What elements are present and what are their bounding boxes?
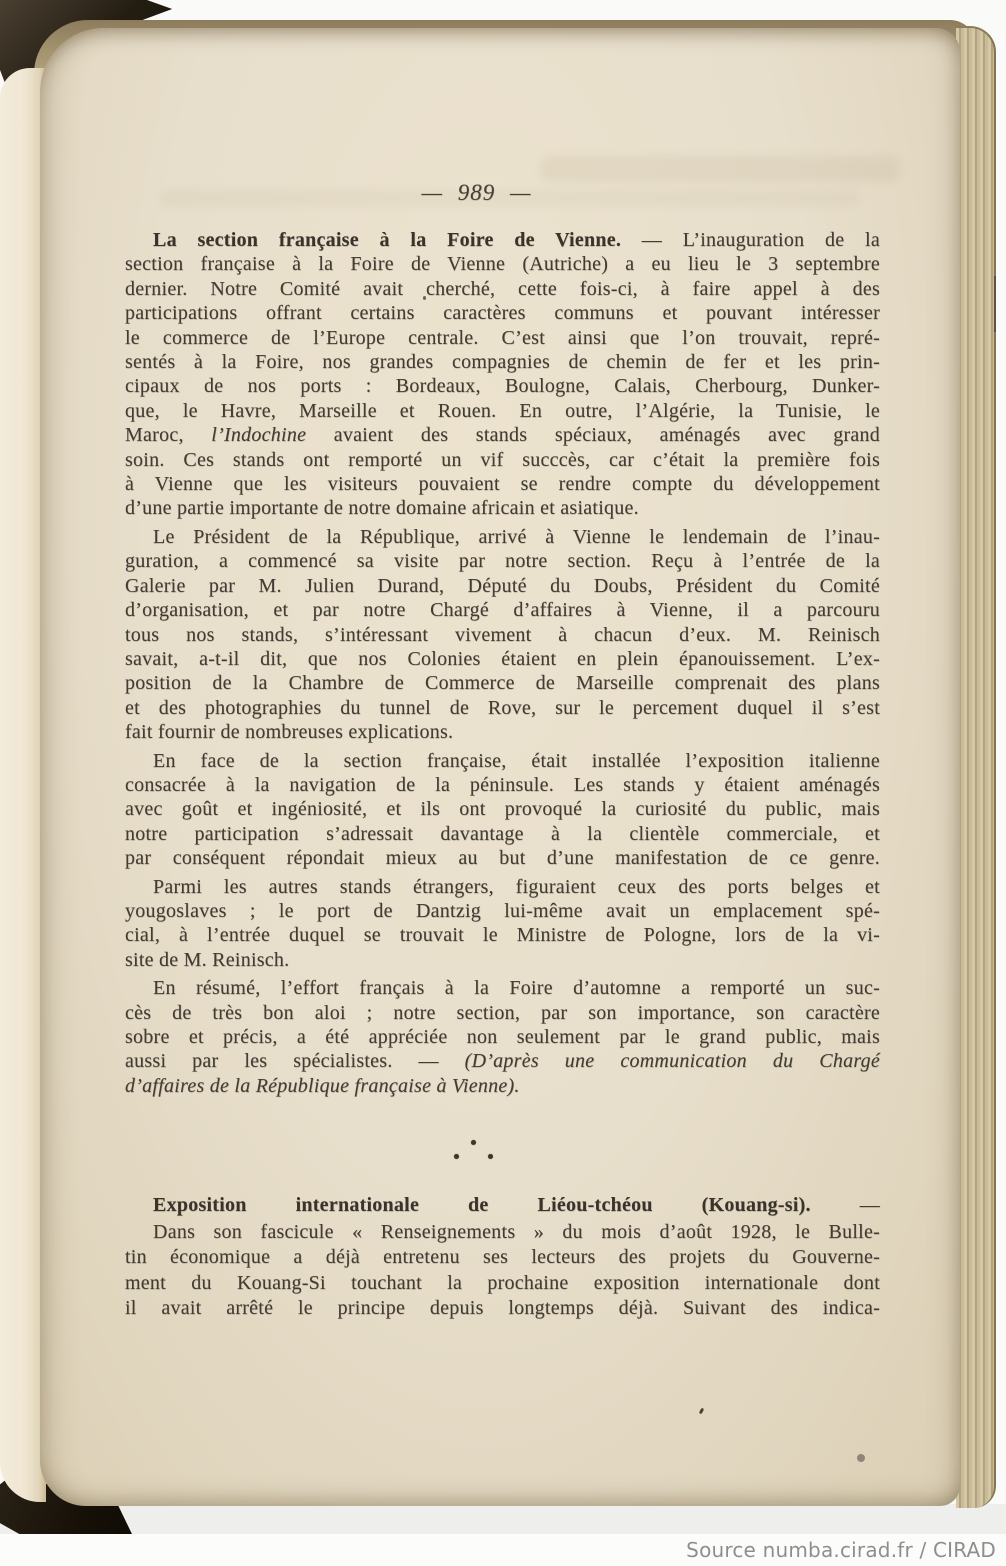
text-segment: consacrée à la navigation de la péninsule. Les stands y étaient aménagés — [125, 773, 880, 796]
text-line — [125, 472, 880, 496]
text-segment: cial, à l’entrée duquel se trouvait le Ministre de Pologne, lors de la vi- — [125, 924, 880, 947]
text-line — [125, 423, 880, 447]
text-segment: et des photographies du tunnel de Rove, sur le percement duquel il s’est — [125, 696, 880, 719]
text-line — [125, 797, 880, 821]
paragraph — [125, 875, 880, 973]
text-line — [125, 696, 880, 720]
watermark-bar — [0, 1534, 1006, 1566]
edge-mark — [994, 276, 996, 332]
text-segment: (D’après une communication du Chargé — [464, 1050, 880, 1073]
text-segment: par conséquent répondait mieux au but d’une manifestation de ce genre. — [125, 847, 880, 870]
text-segment: Dans son fascicule « Renseignements » du mois d’août 1928, le Bulle- — [153, 1221, 880, 1244]
text-line — [125, 496, 880, 520]
text-segment: yougoslaves ; le port de Dantzig lui-même avait un emplacement spé- — [125, 899, 880, 922]
text-line — [125, 875, 880, 899]
paragraph — [125, 525, 880, 745]
text-line — [125, 1193, 880, 1218]
text-segment: tin économique a déjà entretenu ses lecteurs des projets du Gouverne- — [125, 1246, 880, 1269]
paragraph — [125, 228, 880, 521]
text-segment: sobre et précis, a été appréciée non seulement par le grand public, mais — [125, 1026, 880, 1048]
text-segment: Exposition internationale de Liéou-tchéou (Kouang-si). — [153, 1194, 811, 1216]
text-segment: fait fournir de nombreuses explications. — [125, 721, 454, 744]
text-segment: participations offrant certains caractères communs et pouvant intéresser — [125, 302, 880, 325]
text-segment: La section française à la Foire de Vienne. — [153, 229, 622, 251]
text-line — [125, 1074, 880, 1098]
text-segment: — — [810, 1194, 880, 1216]
text-line — [125, 1296, 880, 1321]
text-line — [125, 1025, 880, 1049]
text-segment: tous nos stands, s’intéressant vivement à chacun d’eux. M. Reinisch — [125, 623, 880, 646]
text-line — [125, 923, 880, 947]
text-segment: Maroc, — [125, 424, 212, 447]
paper-speck — [699, 1408, 704, 1415]
divider-dot — [488, 1154, 493, 1159]
text-segment: que, le Havre, Marseille et Rouen. En outre, l’Algérie, la Tunisie, le — [125, 399, 880, 422]
watermark-credit: Source numba.cirad.fr / CIRAD — [686, 1538, 996, 1562]
text-line — [125, 647, 880, 671]
text-segment: d’une partie importante de notre domaine africain et asiatique. — [125, 497, 639, 520]
text-segment: à Vienne que les visiteurs pouvaient se rendre compte du développement — [125, 473, 880, 496]
text-line — [125, 399, 880, 423]
paper-speck — [857, 1454, 865, 1462]
text-segment: d’organisation, et par notre Chargé d’affaires à Vienne, il a parcouru — [125, 599, 880, 622]
book-page — [40, 28, 960, 1506]
text-line — [125, 749, 880, 773]
text-segment: dernier. Notre Comité avait cherché, cette fois-ci, à faire appel à des — [125, 277, 880, 300]
text-line — [125, 671, 880, 695]
text-segment: avec goût et ingéniosité, et ils ont provoqué la curiosité du public, mais — [125, 798, 880, 821]
text-line — [125, 598, 880, 622]
text-segment: sentés à la Foire, nos grandes compagnies de chemin de fer et les prin- — [125, 351, 880, 374]
page-number: — 989 — — [421, 180, 532, 205]
text-line — [125, 228, 880, 252]
text-line — [125, 948, 880, 972]
text-line — [125, 773, 880, 797]
text-segment: l’Indochine — [211, 424, 307, 447]
article-exposition-lieou-tcheou — [125, 1193, 880, 1321]
text-segment: notre participation s’adressait davantage à la clientèle commerciale, et — [125, 822, 880, 845]
text-segment: site de M. Reinisch. — [125, 948, 290, 971]
text-line — [125, 1245, 880, 1270]
text-segment: cipaux de nos ports : Bordeaux, Boulogne, Calais, Cherbourg, Dunker- — [125, 375, 880, 398]
text-line — [125, 549, 880, 573]
text-segment: section française à la Foire de Vienne (Autriche) a eu lieu le 3 septembre — [125, 253, 880, 276]
text-segment: il avait arrêté le principe depuis longtemps déjà. Suivant des indica- — [125, 1296, 880, 1319]
text-segment: position de la Chambre de Commerce de Marseille comprenait des plans — [125, 672, 880, 695]
text-line — [125, 350, 880, 374]
text-line — [125, 1001, 880, 1025]
text-line — [125, 720, 880, 744]
text-line — [125, 1220, 880, 1245]
divider-dot — [471, 1140, 476, 1145]
text-line — [125, 525, 880, 549]
divider-dot — [454, 1154, 459, 1159]
text-segment: Parmi les autres stands étrangers, figuraient ceux des ports belges et — [153, 875, 880, 898]
text-line — [125, 1271, 880, 1296]
text-segment: — L’inauguration de la — [621, 229, 880, 251]
text-segment: avaient des stands spéciaux, aménagés avec grand — [306, 424, 881, 447]
text-line — [125, 623, 880, 647]
text-line — [125, 252, 880, 276]
text-line — [125, 846, 880, 870]
asterism-divider — [450, 1140, 498, 1162]
text-segment: Galerie par M. Julien Durand, Député du Doubs, Président du Comité — [125, 574, 880, 597]
text-segment: le commerce de l’Europe centrale. C’est ainsi que l’on trouvait, repré- — [125, 326, 880, 349]
text-line — [125, 976, 880, 1000]
text-line — [125, 277, 880, 301]
paragraph — [125, 1193, 880, 1218]
paragraph — [125, 749, 880, 871]
text-segment: savait, a-t-il dit, que nos Colonies étaient en plein épanouissement. L’ex- — [125, 647, 880, 670]
text-segment: Le Président de la République, arrivé à Vienne le lendemain de l’inau- — [153, 525, 880, 548]
text-line — [125, 1049, 880, 1073]
text-segment: cès de très bon aloi ; notre section, par son importance, son caractère — [125, 1001, 880, 1024]
text-line — [125, 448, 880, 472]
text-segment: ment du Kouang-Si touchant la prochaine exposition internationale dont — [125, 1271, 880, 1294]
article-la-section-francaise — [125, 228, 880, 1098]
text-segment: aussi par les spécialistes. — — [125, 1050, 465, 1073]
paragraph — [125, 1220, 880, 1321]
text-line — [125, 899, 880, 923]
text-line — [125, 326, 880, 350]
text-segment: En face de la section française, était installée l’exposition italienne — [153, 749, 880, 772]
text-line — [125, 822, 880, 846]
paragraph — [125, 976, 880, 1098]
text-line — [125, 574, 880, 598]
ink-show-through — [540, 156, 900, 182]
text-line — [125, 301, 880, 325]
text-segment: d’affaires de la République française à Vienne). — [125, 1074, 520, 1097]
text-segment: guration, a commencé sa visite par notre section. Reçu à l’entrée de la — [125, 550, 880, 573]
text-line — [125, 374, 880, 398]
text-segment: soin. Ces stands ont remporté un vif succcès, car c’était la première fois — [125, 448, 880, 471]
text-segment: En résumé, l’effort français à la Foire d’automne a remporté un suc- — [153, 977, 880, 1000]
page-block-fore-edge — [956, 26, 996, 1508]
